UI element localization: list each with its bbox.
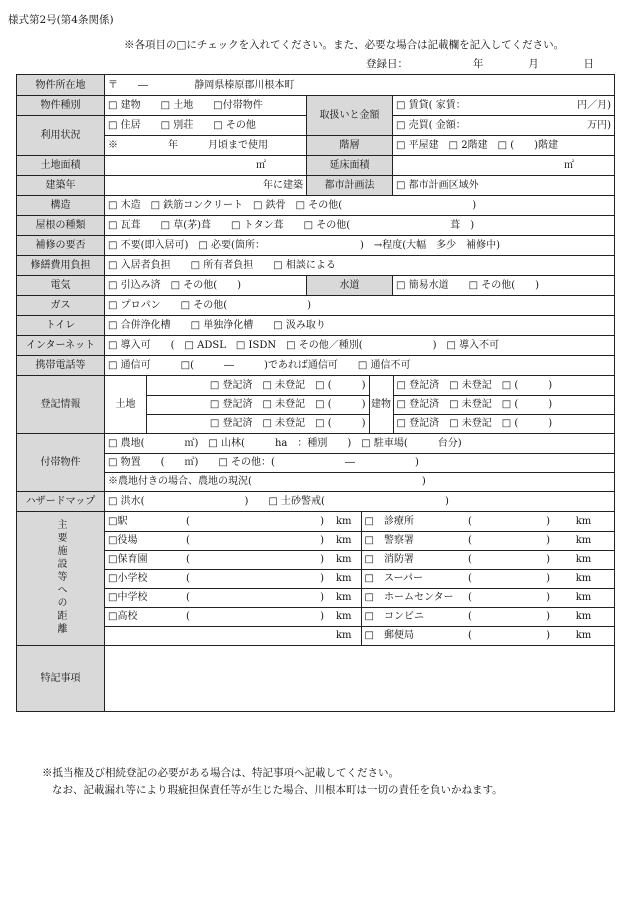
facility-left-unit: km: [327, 512, 361, 531]
facility-right-paren-close: ): [531, 512, 553, 531]
facility-left-name[interactable]: □高校: [105, 607, 183, 626]
attached-row-2[interactable]: □ 物置 ( ㎡) □ その他：( ― ): [105, 453, 614, 472]
note-2: なお、記載漏れ等により瑕疵担保責任等が生じた場合、川根本町は一切の責任を負いかねます。: [52, 784, 503, 796]
facility-left-paren: (: [183, 531, 305, 550]
registration-label: 登録日：: [366, 58, 408, 70]
form-title: 様式第2号(第4条関係): [8, 14, 114, 26]
registration-day: 日: [583, 58, 595, 70]
facility-right-name[interactable]: □ 郵便局: [364, 630, 414, 642]
facility-left-paren: (: [183, 569, 305, 588]
facility-left-name[interactable]: □役場: [105, 531, 183, 550]
toilet-field[interactable]: □ 合併浄化槽 □ 単独浄化槽 □ 汲み取り: [105, 316, 615, 336]
structure-label: 構造: [17, 196, 105, 216]
facility-right-paren-close: ): [531, 531, 553, 550]
facility-left-unit: km: [327, 588, 361, 607]
facility-row: [105, 569, 614, 588]
facility-left-paren: [183, 626, 305, 645]
facility-right-paren: (: [468, 630, 472, 642]
facility-right-paren-close: ): [546, 630, 550, 642]
facility-right-unit: km: [553, 607, 614, 626]
facility-right-name[interactable]: □ コンビニ: [361, 607, 465, 626]
deal-label: 取扱いと金額: [307, 96, 393, 136]
facility-right-paren: (: [465, 512, 531, 531]
electric-field[interactable]: □ 引込み済 □ その他( ): [105, 276, 307, 296]
registry-building-row[interactable]: □ 登記済 □ 未登記 □ ( ): [393, 395, 614, 414]
registry-building-row[interactable]: □ 登記済 □ 未登記 □ ( ): [393, 376, 614, 395]
facility-left-paren: (: [183, 512, 305, 531]
usage-field[interactable]: □ 住居 □ 別荘 □ その他: [105, 116, 307, 136]
usage-label: 利用状況: [17, 116, 105, 156]
attached-block: [105, 434, 615, 492]
hazard-field[interactable]: □ 洪水( ) □ 土砂警戒( ): [105, 492, 615, 512]
facility-right-name[interactable]: □ スーパー: [361, 569, 465, 588]
facility-row: [105, 550, 614, 569]
facility-row: [105, 512, 614, 531]
gas-field[interactable]: □ プロパン □ その他( ): [105, 296, 615, 316]
built-year-label: 建築年: [17, 176, 105, 196]
toilet-label: トイレ: [17, 316, 105, 336]
facility-right-paren-close: ): [531, 550, 553, 569]
instruction-text: ※各項目の□にチェックを入れてください。また、必要な場合は記載欄を記入してください。: [124, 39, 565, 51]
water-field[interactable]: □ 簡易水道 □ その他( ): [393, 276, 615, 296]
facilities-table: [105, 512, 614, 645]
internet-field[interactable]: □ 導入可 ( □ ADSL □ ISDN □ その他／種別( ) □ 導入不可: [105, 336, 615, 356]
facility-left-unit: km: [327, 607, 361, 626]
facilities-label-text: 主要施設等への距離: [55, 518, 66, 636]
internet-label: インターネット: [17, 336, 105, 356]
sale-field[interactable]: [393, 116, 615, 136]
facility-right-paren-close: ): [531, 607, 553, 626]
electric-label: 電気: [17, 276, 105, 296]
facility-right-paren: (: [465, 550, 531, 569]
floors-label: 階層: [307, 136, 393, 156]
registry-land-row[interactable]: □ 登記済 □ 未登記 □ ( ): [147, 414, 369, 433]
roof-label: 屋根の種類: [17, 216, 105, 236]
rent-unit: 円／月): [577, 100, 611, 111]
facility-left-unit: km: [327, 569, 361, 588]
facility-left-paren: (: [183, 588, 305, 607]
property-form-table: [16, 74, 615, 712]
special-field[interactable]: [105, 646, 615, 712]
location-field[interactable]: [105, 75, 615, 96]
city-plan-field[interactable]: □ 都市計画区域外: [393, 176, 615, 196]
repair-cost-field[interactable]: □ 入居者負担 □ 所有者負担 □ 相談による: [105, 256, 615, 276]
floor-area-label: 延床面積: [307, 156, 393, 176]
sale-label: □ 売買( 金額：: [396, 120, 466, 131]
facility-right-paren: (: [465, 531, 531, 550]
facility-left-unit: km: [327, 531, 361, 550]
facility-right-paren: (: [465, 607, 531, 626]
facility-right-paren: (: [465, 569, 531, 588]
water-label: 水道: [307, 276, 393, 296]
repair-label: 補修の要否: [17, 236, 105, 256]
special-label: 特記事項: [17, 646, 105, 712]
registry-land-label: 土地: [105, 376, 147, 434]
rent-field[interactable]: [393, 96, 615, 116]
floor-area-field[interactable]: ㎡: [393, 156, 615, 176]
facility-left-name[interactable]: □駅: [105, 512, 183, 531]
facility-right-name[interactable]: □ 消防署: [361, 550, 465, 569]
city-plan-label: 都市計画法: [307, 176, 393, 196]
facility-left-unit: km: [327, 626, 361, 645]
facility-left-name[interactable]: □保育園: [105, 550, 183, 569]
facility-right-paren-close: ): [531, 569, 553, 588]
mobile-field[interactable]: □ 通信可 □( ― )であれば通信可 □ 通信不可: [105, 356, 615, 376]
facility-left-paren-close: ): [305, 512, 327, 531]
facilities-label: [17, 512, 105, 646]
mobile-label: 携帯電話等: [17, 356, 105, 376]
registry-building-label: 建物: [369, 376, 393, 433]
registry-land-row[interactable]: □ 登記済 □ 未登記 □ ( ): [147, 395, 369, 414]
facility-right-unit: km: [553, 569, 614, 588]
facility-left-paren-close: [305, 626, 327, 645]
note-1: ※抵当権及び相続登記の必要がある場合は、特記事項へ記載してください。: [42, 767, 399, 779]
facility-left-paren: (: [183, 607, 305, 626]
facility-left-paren-close: ): [305, 607, 327, 626]
land-area-label: 土地面積: [17, 156, 105, 176]
roof-field[interactable]: □ 瓦葺 □ 草(茅)葺 □ トタン葺 □ その他( 葺 ): [105, 216, 615, 236]
facility-right-paren: (: [465, 588, 531, 607]
facility-left-name[interactable]: □小学校: [105, 569, 183, 588]
facilities-block: [105, 512, 615, 646]
facility-right-paren-close: ): [531, 588, 553, 607]
land-area-field[interactable]: ㎡: [105, 156, 307, 176]
built-year-field[interactable]: 年に建築: [105, 176, 307, 196]
facility-left-paren-close: ): [305, 550, 327, 569]
facility-right-unit: km: [553, 512, 614, 531]
usage-period-field[interactable]: ※ 年 月頃まで使用: [105, 136, 307, 156]
facility-left-name[interactable]: □中学校: [105, 588, 183, 607]
facility-left-paren: (: [183, 550, 305, 569]
repair-cost-label: 修繕費用負担: [17, 256, 105, 276]
facility-right-unit: km: [553, 531, 614, 550]
facility-right-name[interactable]: □ 警察署: [361, 531, 465, 550]
facility-right-name[interactable]: □ ホームセンター: [361, 588, 465, 607]
facility-left-paren-close: ): [305, 531, 327, 550]
facility-row: [105, 588, 614, 607]
facility-left-name[interactable]: [105, 626, 183, 645]
structure-field[interactable]: □ 木造 □ 鉄筋コンクリート □ 鉄骨 □ その他( ): [105, 196, 615, 216]
facility-right-unit: km: [553, 588, 614, 607]
facility-row: [105, 531, 614, 550]
attached-label: 付帯物件: [17, 434, 105, 492]
gas-label: ガス: [17, 296, 105, 316]
facility-right-unit: km: [553, 550, 614, 569]
repair-field[interactable]: □ 不要(即入居可) □ 必要(箇所： ) →程度(大幅 多少 補修中): [105, 236, 615, 256]
sale-unit: 万円): [587, 120, 611, 131]
facility-row: [105, 607, 614, 626]
registration-date: [366, 56, 594, 71]
facility-left-unit: km: [327, 550, 361, 569]
attached-row-1[interactable]: □ 農地( ㎡) □ 山林( ha ：種別 ) □ 駐車場( 台分): [105, 434, 614, 453]
address: 静岡県榛原郡川根本町: [194, 79, 295, 91]
registry-building-row[interactable]: □ 登記済 □ 未登記 □ ( ): [396, 418, 553, 430]
property-type-field[interactable]: □ 建物 □ 土地 □付帯物件: [105, 96, 307, 116]
facility-left-paren-close: ): [305, 569, 327, 588]
facility-row: [105, 626, 614, 645]
attached-row-3[interactable]: ※農地付きの場合、農地の現況( ): [108, 476, 426, 488]
floors-field[interactable]: □ 平屋建 □ 2階建 □ ( )階建: [393, 136, 615, 156]
registry-land-row[interactable]: □ 登記済 □ 未登記 □ ( ): [147, 376, 369, 395]
hazard-label: ハザードマップ: [17, 492, 105, 512]
registry-label: 登記情報: [17, 376, 105, 434]
property-form: [16, 74, 614, 756]
location-label: 物件所在地: [17, 75, 105, 96]
registration-year: 年: [472, 58, 484, 70]
property-type-label: 物件種別: [17, 96, 105, 116]
postal-code: 〒 ―: [108, 79, 148, 91]
facility-right-unit: km: [575, 630, 592, 642]
rent-label: □ 賃貸( 家賃：: [396, 100, 466, 111]
registration-month: 月: [528, 58, 539, 70]
facility-right-name[interactable]: □ 診療所: [361, 512, 465, 531]
facility-left-paren-close: ): [305, 588, 327, 607]
registry-block: [147, 376, 615, 434]
